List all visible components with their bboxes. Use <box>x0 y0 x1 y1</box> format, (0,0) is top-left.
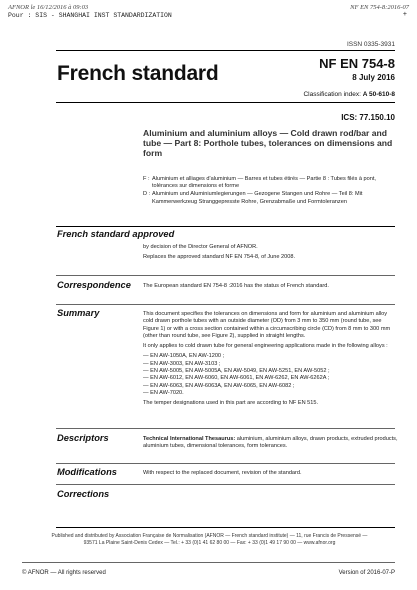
summary-heading: Summary <box>57 308 100 318</box>
copyright: © AFNOR — All rights reserved <box>22 570 106 576</box>
publisher-footer <box>22 533 397 546</box>
plus-mark: + <box>402 11 407 18</box>
modifications-rule <box>56 463 395 464</box>
list-item: — EN AW-7020. <box>143 389 184 396</box>
alt-title-text: Aluminium und Aluminiumlegierungen — Gezogene Stangen und Rohre — Teil 8: Mit Kammerwerkzeug Stranggepresste Rohre, Grenzabmaße und Formtoleranzen <box>152 191 363 205</box>
download-stamp: AFNOR le 16/12/2016 à 09:03 <box>8 4 89 11</box>
summary-rule <box>56 304 395 305</box>
descriptors-text <box>143 436 398 451</box>
classification-value: A 50-610-8 <box>362 91 395 98</box>
alt-title-german <box>143 191 398 205</box>
standard-number: NF EN 754-8 <box>319 56 395 71</box>
alt-title-text: Aluminium et alliages d'aluminium — Barres et tubes étirés — Partie 8 : Tubes filés à pont, tolérances sur dimensions et forme <box>152 176 376 190</box>
footer-line: Published and distributed by Association Française de Normalisation (AFNOR — French standard institute) — 11, rue Francis de Pressensé — <box>51 533 368 539</box>
replaces-line: Replaces the approved standard NF EN 754-8, of June 2008. <box>143 254 296 261</box>
standard-date: 8 July 2016 <box>352 73 395 82</box>
bottom-rule <box>22 562 395 563</box>
footer-rule <box>56 527 395 528</box>
list-item: — EN AW-5005, EN AW-5005A, EN AW-5049, EN AW-5251, EN AW-5052 ; <box>143 368 330 375</box>
approved-text <box>143 244 398 265</box>
page-title: French standard <box>57 62 219 85</box>
descriptors-rule <box>56 428 395 429</box>
document-title: Aluminium and aluminium alloys — Cold drawn rod/bar and tube — Part 8: Porthole tubes, tolerances on dimensions and form <box>143 128 393 158</box>
licensee-stamp: Pour : SIS - SHANGHAI INST STANDARDIZATION <box>8 12 172 19</box>
approved-line: by decision of the Director General of AFNOR. <box>143 244 258 250</box>
ics-code: ICS: 77.150.10 <box>341 113 395 122</box>
header-rule <box>56 102 395 103</box>
descriptors-terms: aluminium, aluminium alloys, drawn products, extruded products, aluminium tubes, dimensional tolerances, form tolerances. <box>143 436 398 450</box>
list-item: — EN AW-1050A, EN AW-1200 ; <box>143 353 225 360</box>
alt-title-key: D : <box>143 191 151 198</box>
modifications-text: With respect to the replaced document, revision of the standard. <box>143 470 302 476</box>
list-item: — EN AW-6012, EN AW-6060, EN AW-6061, EN AW-6262, EN AW-6262A ; <box>143 375 330 382</box>
approved-heading: French standard approved <box>57 229 175 239</box>
approved-rule <box>56 226 395 227</box>
alloy-list <box>143 353 398 397</box>
classification-label: Classification index: <box>303 91 363 98</box>
corrections-rule <box>56 484 395 485</box>
footer-line: 93571 La Plaine Saint-Denis Cedex — Tel.: + 33 (0)1 41 62 80 00 — Fax: + 33 (0)1 49 17 90 00 — www.afnor.org <box>83 539 336 546</box>
correspondence-heading: Correspondence <box>57 280 131 290</box>
modifications-heading: Modifications <box>57 467 117 477</box>
correspondence-text: The European standard EN 754-8 :2016 has the status of French standard. <box>143 283 329 289</box>
summary-paragraph: The temper designations used in this part are according to NF EN 515. <box>143 400 319 407</box>
corrections-heading: Corrections <box>57 489 110 499</box>
correspondence-rule <box>56 275 395 276</box>
alternate-titles <box>143 176 398 207</box>
list-item: — EN AW-6063, EN AW-6063A, EN AW-6065, EN AW-6082 ; <box>143 382 295 389</box>
summary-text <box>143 311 398 411</box>
document-ref-stamp: NF EN 754-8:2016-07 <box>350 4 409 11</box>
descriptors-heading: Descriptors <box>57 433 109 443</box>
alt-title-french <box>143 176 398 190</box>
issn: ISSN 0335-3931 <box>346 41 395 48</box>
version-label: Version of 2016-07-P <box>338 570 395 576</box>
alt-title-key: F : <box>143 176 150 182</box>
summary-paragraph: This document specifies the tolerances on dimensions and form for aluminium and aluminium alloy cold drawn porthole tubes with an outside diameter (OD) from 3 mm to 350 mm (round tube, see Figure 1) or with a cross section contained within a circumscribing circle (CD) from 8 mm to 300 mm (other than round tube, see Figure 2), supplied in straight lengths. <box>143 311 391 339</box>
top-rule <box>56 50 395 51</box>
list-item: — EN AW-3003, EN AW-3103 ; <box>143 360 221 367</box>
classification-index <box>303 91 395 98</box>
summary-paragraph: It only applies to cold drawn tube for general engineering applications made in the following alloys : <box>143 343 388 350</box>
thesaurus-label: Technical International Thesaurus: <box>143 436 236 442</box>
